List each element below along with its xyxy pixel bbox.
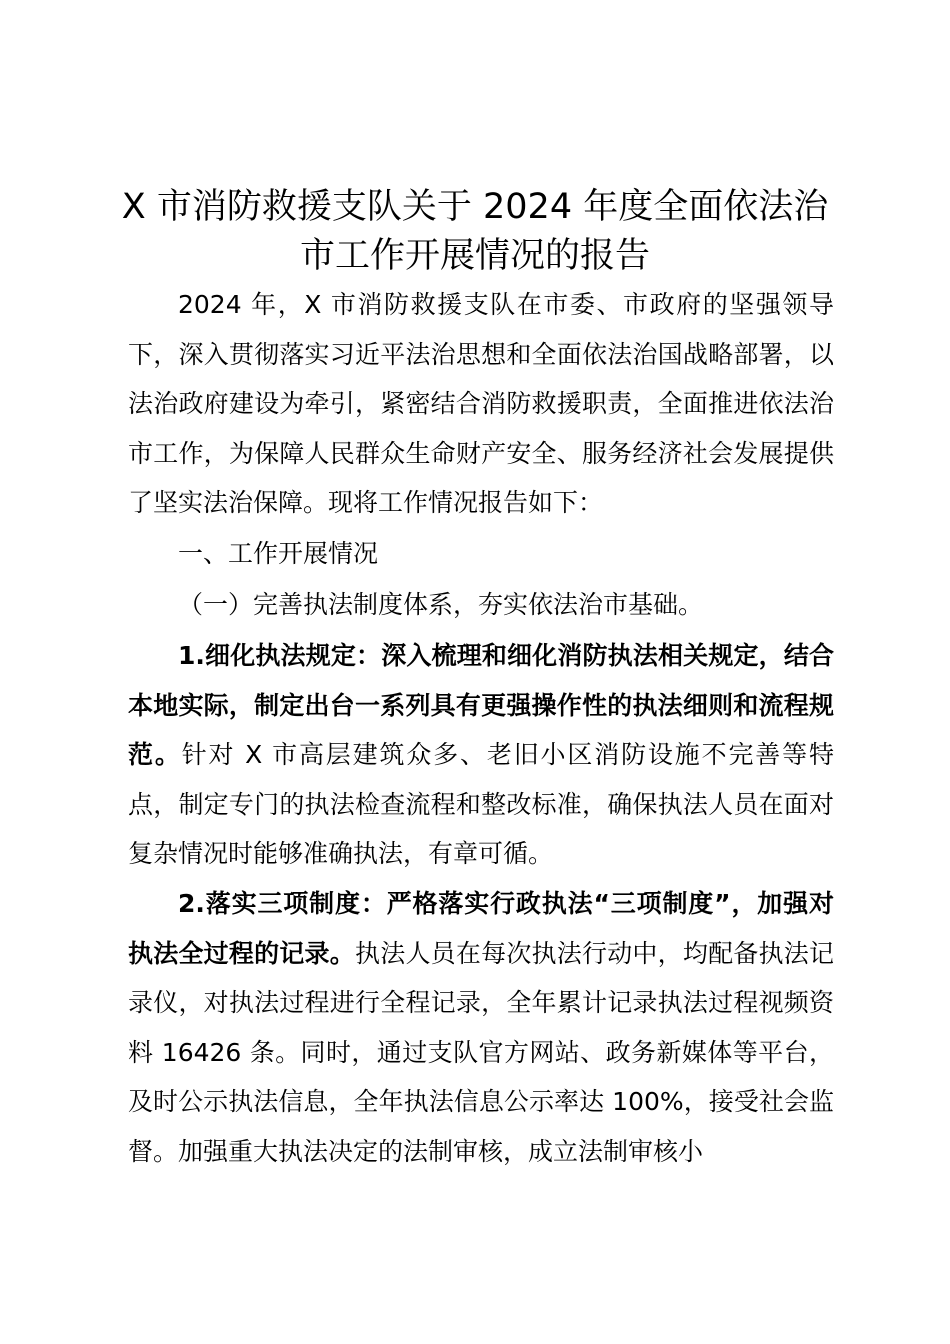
item-2-paragraph [128, 879, 834, 1176]
item-1-text: 针对 X 市高层建筑众多、老旧小区消防设施不完善等特点，制定专门的执法检查流程和整改标准，确保执法人员在面对复杂情况时能够准确执法，有章可循。 [128, 740, 834, 868]
intro-paragraph: 2024 年，X 市消防救援支队在市委、市政府的坚强领导下，深入贯彻落实习近平法治思想和全面依法治国战略部署，以法治政府建设为牵引，紧密结合消防救援职责，全面推进依法治市工作，为保障人民群众生命财产安全、服务经济社会发展提供了坚实法治保障。现将工作情况报告如下： [128, 290, 834, 517]
item-1-bold-lead: 1.细化执法规定：深入梳理和细化消防执法相关规定，结合本地实际，制定出台一系列具有更强操作性的执法细则和流程规范。 [128, 641, 834, 769]
item-1-paragraph [128, 631, 834, 879]
item-2-text: 执法人员在每次执法行动中，均配备执法记录仪，对执法过程进行全程记录，全年累计记录执法过程视频资料 16426 条。同时，通过支队官方网站、政务新媒体等平台，及时公示执法信息，全年执法信息公示率达 100%，接受社会监督。加强重大执法决定的法制审核，成立法制审核小 [128, 938, 834, 1166]
document-title-line-1: X 市消防救援支队关于 2024 年度全面依法治 [121, 187, 829, 227]
section-heading-1: 一、工作开展情况 [178, 539, 379, 568]
document-title-line-2: 市工作开展情况的报告 [299, 236, 650, 276]
subsection-heading-1: （一）完善执法制度体系，夯实依法治市基础。 [178, 590, 704, 619]
item-2-bold-lead: 2.落实三项制度：严格落实行政执法“三项制度”，加强对执法全过程的记录。 [128, 889, 834, 968]
